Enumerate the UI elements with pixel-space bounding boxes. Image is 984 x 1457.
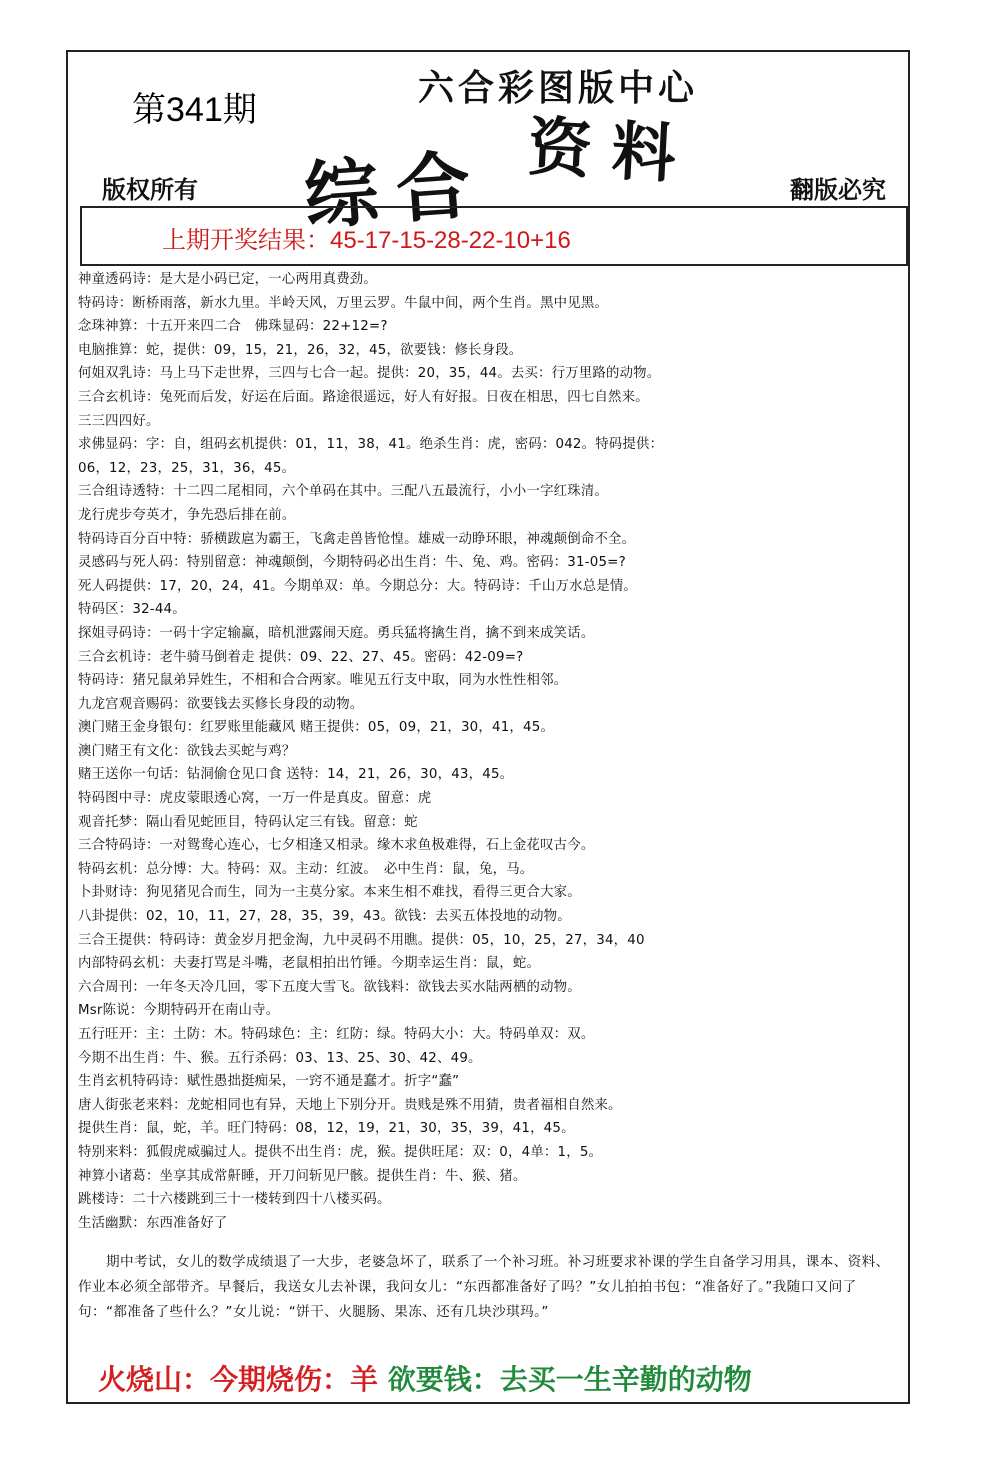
content-line: 赌王送你一句话：钻洞偷仓见口食 送特：14，21，26，30，43，45。 xyxy=(78,767,514,783)
content-line: 提供生肖：鼠，蛇，羊。旺门特码：08，12，19，21，30，35，39，41，45。 xyxy=(78,1121,575,1137)
content-line: 三合组诗透特：十二四二尾相同，六个单码在其中。三配八五最流行，小小一字红珠清。 xyxy=(78,484,609,500)
content-line: 九龙宫观音赐码：欲要钱去买修长身段的动物。 xyxy=(78,696,364,712)
content-line: 探姐寻码诗：一码十字定输赢，暗机泄露闹天庭。勇兵猛将擒生肖，擒不到来成笑话。 xyxy=(78,625,595,641)
content-line: 念珠神算：十五开来四二合 佛珠显码：22+12=? xyxy=(78,319,388,335)
content-line: 内部特码玄机：夫妻打骂是斗嘴，老鼠相拍出竹锤。今期幸运生肖：鼠，蛇。 xyxy=(78,956,541,972)
content-line: 三三四四好。 xyxy=(78,413,160,429)
content-line: 特码图中寻：虎皮蒙眼透心窝，一万一件是真皮。留意：虎 xyxy=(78,791,432,807)
piracy-note: 翻版必究 xyxy=(790,175,886,204)
content-line: 五行旺开：主：土防：木。特码球色：主：红防：绿。特码大小：大。特码单双：双。 xyxy=(78,1027,595,1042)
content-line: 生肖玄机特码诗：赋性愚拙挺痴呆，一窍不通是蠢才。折字“蠢” xyxy=(78,1074,460,1090)
content-line: 龙行虎步夸英才，争先恐后排在前。 xyxy=(78,507,296,523)
content-line: 六合周刊：一年冬天冷几回，零下五度大雪飞。欲钱料：欲钱去买水陆两栖的动物。 xyxy=(78,979,581,995)
issue-number: 第341期 xyxy=(132,91,257,129)
content-line: 澳门赌王有文化：欲钱去买蛇与鸡？ xyxy=(78,743,296,759)
content-lines xyxy=(78,268,908,1235)
content-line: 特码诗：断桥雨落，新水九里。半岭天风，万里云罗。牛鼠中间，两个生肖。黑中见黑。 xyxy=(78,295,609,311)
last-result-text: 上期开奖结果：45-17-15-28-22-10+16 xyxy=(162,227,571,254)
content-line: 特码区：32-44。 xyxy=(78,602,186,618)
content-line: 观音托梦：隔山看见蛇匝目，特码认定三有钱。留意：蛇 xyxy=(78,814,418,830)
last-result-box xyxy=(80,206,908,266)
content-line: 06，12，23，25，31，36，45。 xyxy=(78,460,296,476)
content-line: 求佛显码：字：自，组码玄机提供：01，11，38，41。绝杀生肖：虎，密码：042。特码提供： xyxy=(78,437,664,453)
content-line: 跳楼诗：二十六楼跳到三十一楼转到四十八楼买码。 xyxy=(78,1192,391,1208)
content-line: 三合玄机诗：老牛骑马倒着走 提供：09、22、27、45。密码：42-09=? xyxy=(78,649,524,665)
content-line: 唐人街张老来料：龙蛇相同也有异，天地上下别分开。贵贱是殊不用猜，贵者福相自然来。 xyxy=(78,1097,622,1113)
content-line: 生活幽默：东西准备好了 xyxy=(78,1215,228,1231)
content-line: 死人码提供：17，20，24，41。今期单双：单。今期总分：大。特码诗：千山万水总是情。 xyxy=(78,578,638,594)
content-line: 特码诗百分百中特：骄横跋扈为霸王，飞禽走兽皆怆惶。雄威一动睁环眼，神魂颠倒命不全。 xyxy=(78,531,636,547)
document-sheet xyxy=(66,50,910,1404)
main-title-part-2: 资料 xyxy=(525,109,698,194)
main-title-part-1: 综合 xyxy=(301,141,492,241)
content-line: 三合王提供：特码诗：黄金岁月把金淘，九中灵码不用瞧。提供：05，10，25，27，34，40 xyxy=(78,932,645,948)
bottom-banner xyxy=(98,1358,752,1398)
copyright-note: 版权所有 xyxy=(102,175,198,204)
content-line: 灵感码与死人码：特别留意：神魂颠倒，今期特码必出生肖：牛、兔、鸡。密码：31-05=? xyxy=(78,555,626,571)
content-line: 八卦提供：02，10，11，27，28，35，39，43。欲钱：去买五体投地的动物。 xyxy=(78,909,571,925)
content-line: 三合玄机诗：兔死而后发，好运在后面。路途很遥远，好人有好报。日夜在相思，四七自然来。 xyxy=(78,389,649,405)
content-line: 何姐双乳诗：马上马下走世界，三四与七合一起。提供：20，35，44。去买：行万里路的动物。 xyxy=(78,366,661,382)
content-line: 特码玄机：总分博：大。特码：双。主动：红波。 必中生肖：鼠，兔，马。 xyxy=(78,861,534,877)
center-title: 六合彩图版中心 xyxy=(417,67,698,109)
content-line: 今期不出生肖：牛、猴。五行杀码：03、13、25、30、42、49。 xyxy=(78,1050,482,1066)
content-line: 三合特码诗：一对鸳鸯心连心，七夕相逢又相录。缘木求鱼极难得，石上金花叹古今。 xyxy=(78,838,595,854)
content-line: 神算小诸葛：坐享其成常鼾睡，开刀问斩见尸骸。提供生肖：牛、猴、猪。 xyxy=(78,1168,527,1184)
bottom-banner-right: 欲要钱：去买一生辛勤的动物 xyxy=(387,1363,752,1396)
bottom-banner-left: 火烧山：今期烧伤：羊 xyxy=(98,1363,379,1396)
content-line: 特码诗：猪兄鼠弟异姓生，不相和合合两家。唯见五行支中取，同为水性性相邻。 xyxy=(78,673,568,689)
content-line: 神童透码诗：是大是小码已定，一心两用真费劲。 xyxy=(78,272,377,287)
content-line: 卜卦财诗：狗见猪见合而生，同为一主莫分家。本来生相不难找，看得三更合大家。 xyxy=(78,885,581,901)
content-line: Msr陈说：今期特码开在南山寺。 xyxy=(78,1003,280,1019)
humor-story: 期中考试，女儿的数学成绩退了一大步，老婆急坏了，联系了一个补习班。补习班要求补课的学生自备学习用具，课本、资料、作业本必须全部带齐。早餐后，我送女儿去补课，我问女儿：“东西都准备好了吗？”女儿拍拍书包：“准备好了。”我随口又问了句：“都准备了些什么？”女儿说：“饼干、火腿肠、果冻、还有几块沙琪玛。” xyxy=(78,1254,890,1320)
content-line: 电脑推算：蛇，提供：09，15，21，26，32，45，欲要钱：修长身段。 xyxy=(78,342,523,358)
content-line: 特别来料：狐假虎威骗过人。提供不出生肖：虎，猴。提供旺尾：双：0，4单：1，5。 xyxy=(78,1144,603,1160)
content-line: 澳门赌王金身银句：红罗账里能藏风 赌王提供：05，09，21，30，41，45。 xyxy=(78,720,555,736)
